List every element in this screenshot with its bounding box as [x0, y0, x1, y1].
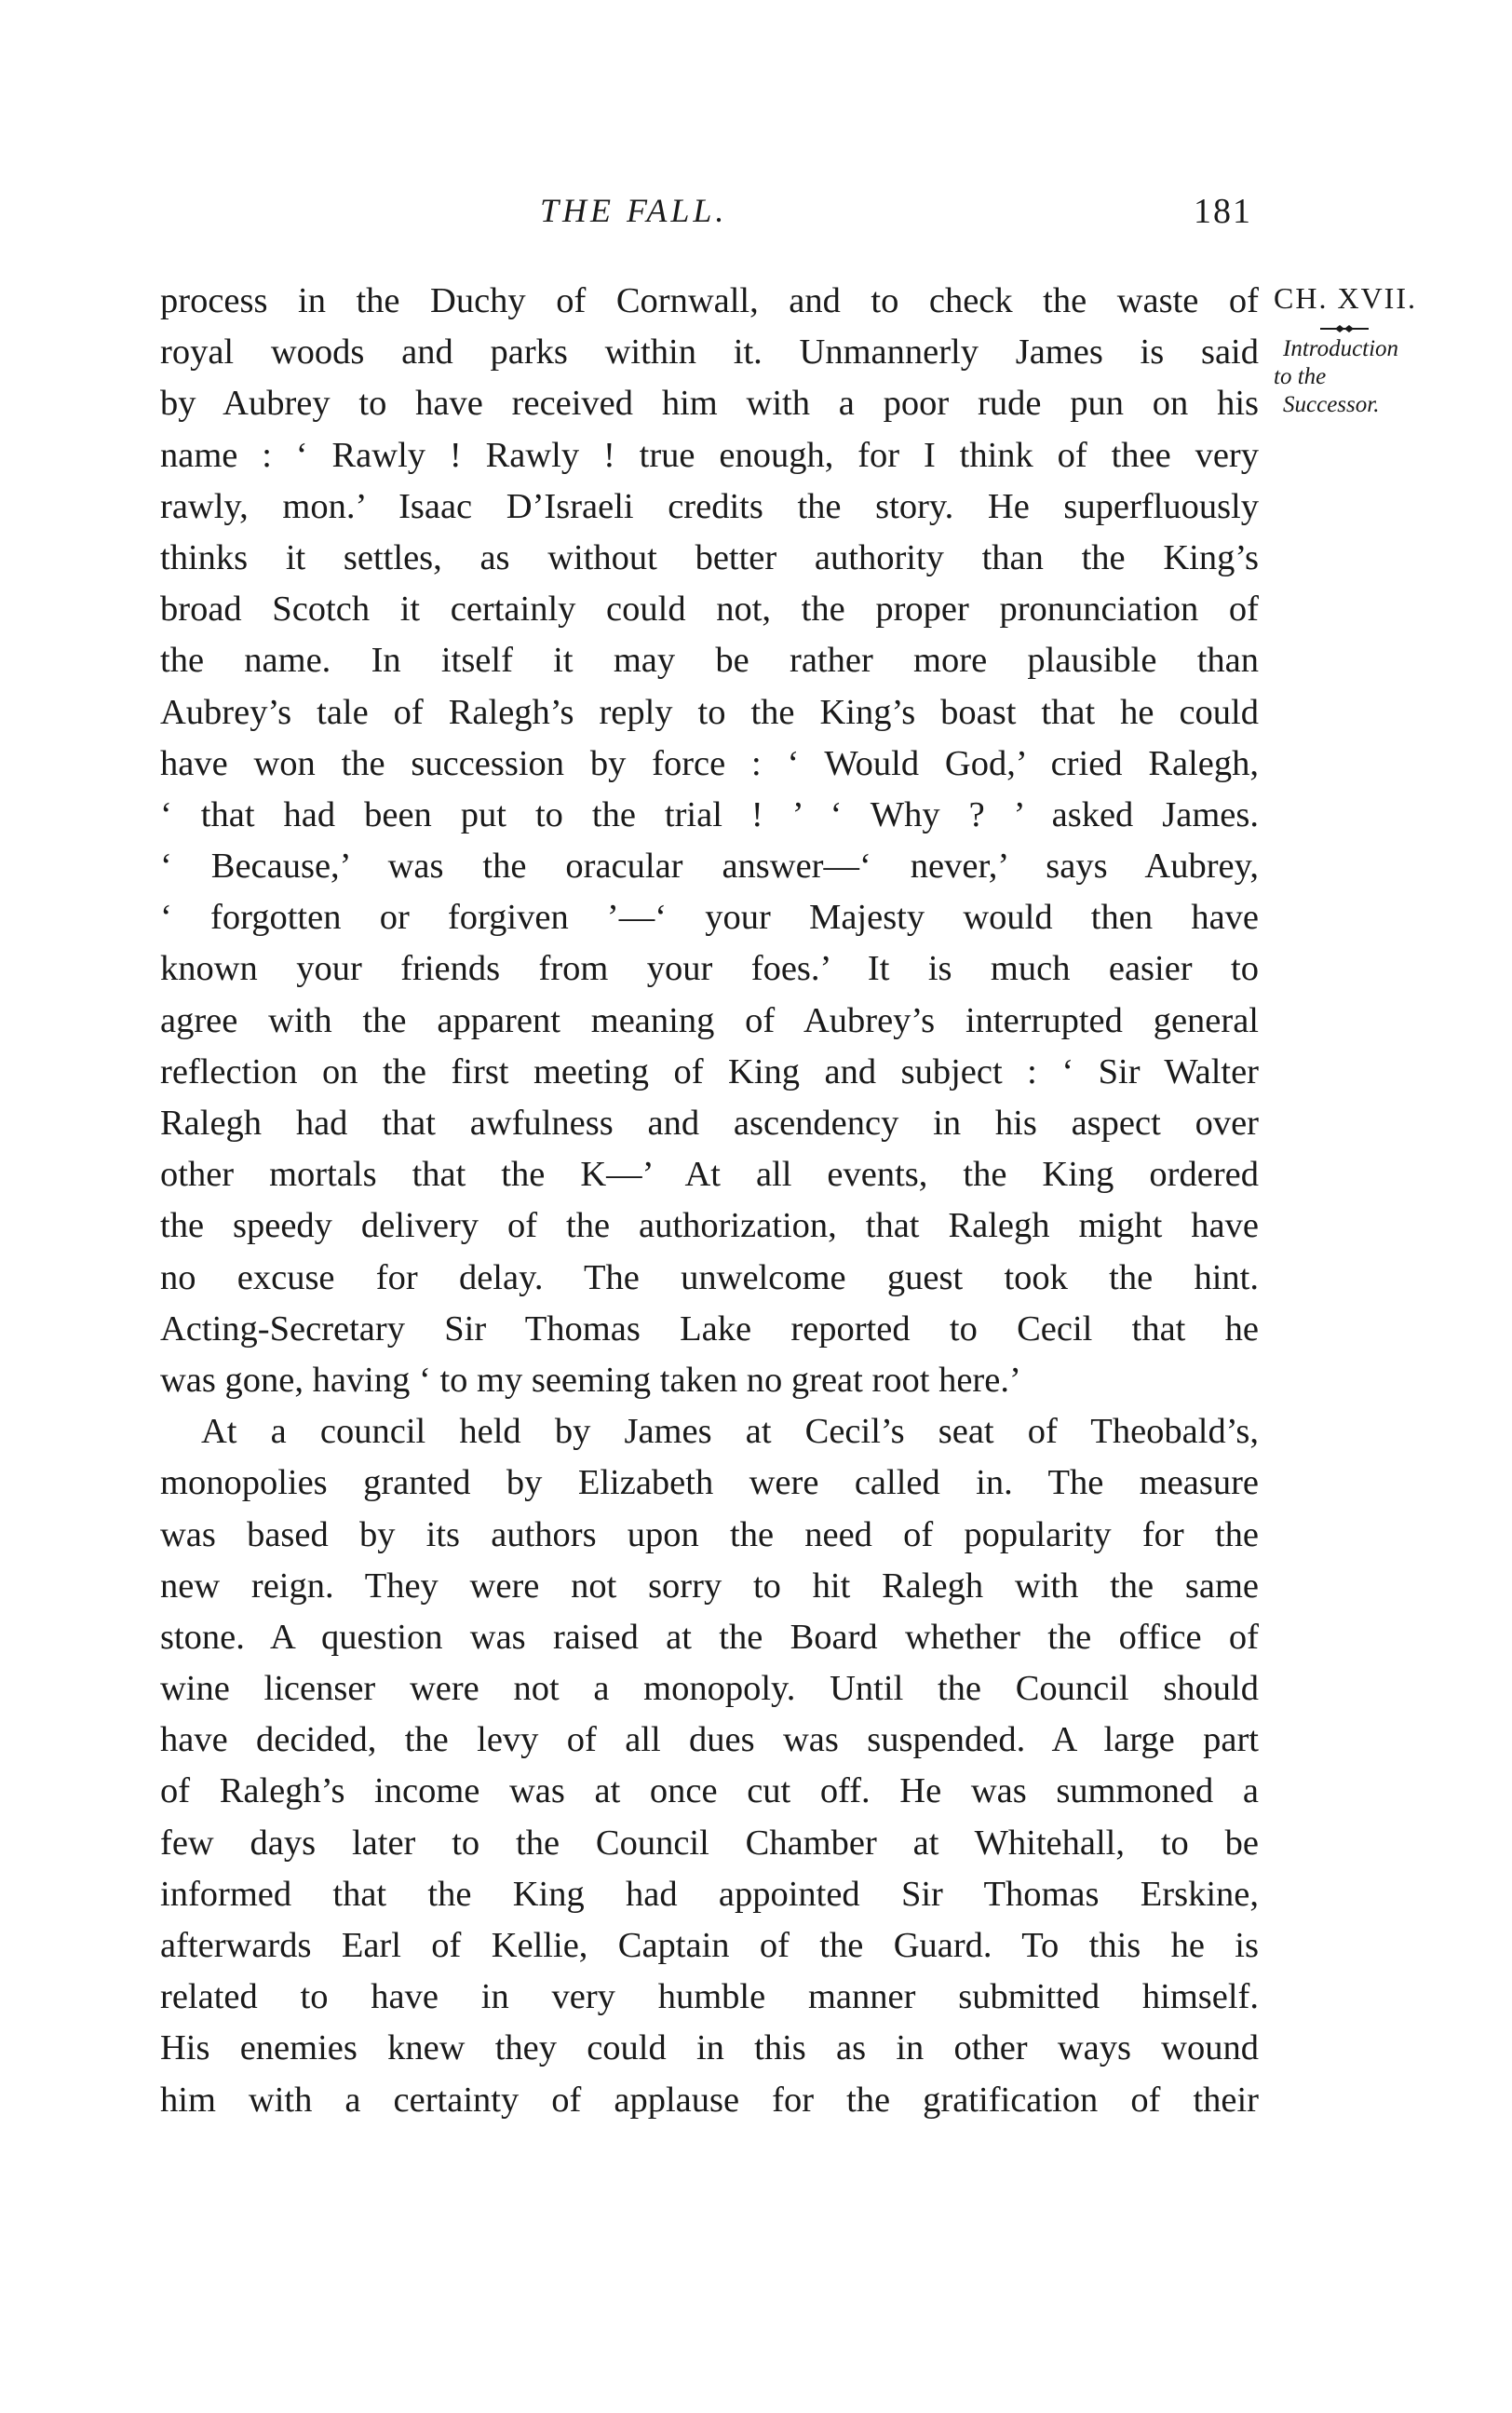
text-line: ‘ Because,’ was the oracular answer—‘ never,’ says Aubrey,: [160, 847, 1259, 887]
text-line: of Ralegh’s income was at once cut off. He was summoned a: [160, 1771, 1259, 1811]
text-line: Aubrey’s tale of Ralegh’s reply to the King’s boast that he could: [160, 692, 1259, 732]
text-line: Ralegh had that awfulness and ascendency in his aspect over: [160, 1104, 1259, 1143]
page-number: 181: [1194, 192, 1252, 231]
text-line: him with a certainty of applause for the gratification of their: [160, 2080, 1259, 2120]
text-line: reflection on the first meeting of King and subject : ‘ Sir Walter: [160, 1051, 1259, 1091]
text-line: process in the Duchy of Cornwall, and to check the waste of: [160, 281, 1259, 320]
text-line: by Aubrey to have received him with a poor rude pun on his: [160, 384, 1259, 424]
text-line: monopolies granted by Elizabeth were called in. The measure: [160, 1463, 1259, 1503]
text-line: few days later to the Council Chamber at Whitehall, to be: [160, 1823, 1259, 1863]
text-line: ‘ that had been put to the trial ! ’ ‘ Why ? ’ asked James.: [160, 794, 1259, 834]
text-line: have won the succession by force : ‘ Would God,’ cried Ralegh,: [160, 743, 1259, 783]
topic-line: Successor.: [1283, 392, 1380, 417]
running-title: THE FALL.: [540, 192, 728, 229]
text-line: rawly, mon.’ Isaac D’Israeli credits the story. He superfluously: [160, 486, 1259, 526]
text-line: the name. In itself it may be rather more plausible than: [160, 641, 1259, 681]
body-text: [160, 276, 1259, 2126]
text-line: other mortals that the K—’ At all events, the King ordered: [160, 1155, 1259, 1195]
text-line: Acting-Secretary Sir Thomas Lake reported to Cecil that he: [160, 1308, 1259, 1349]
text-line: His enemies knew they could in this as in other ways wound: [160, 2028, 1259, 2068]
text-line: known your friends from your foes.’ It is much easier to: [160, 949, 1259, 989]
text-line: At a council held by James at Cecil’s seat of Theobald’s,: [201, 1412, 1259, 1452]
text-line: wine licenser were not a monopoly. Until the Council should: [160, 1669, 1259, 1709]
ornament-rule-icon: [1318, 322, 1370, 335]
text-line: thinks it settles, as without better authority than the King’s: [160, 537, 1259, 577]
chapter-label: CH. XVII.: [1274, 281, 1417, 315]
text-line: informed that the King had appointed Sir Thomas Erskine,: [160, 1874, 1259, 1914]
text-line: was based by its authors upon the need of popularity for the: [160, 1514, 1259, 1554]
text-line: name : ‘ Rawly ! Rawly ! true enough, for I think of thee very: [160, 435, 1259, 475]
text-line: broad Scotch it certainly could not, the proper pronunciation of: [160, 590, 1259, 630]
topic-line: Introduction: [1283, 336, 1399, 361]
text-line: ‘ forgotten or forgiven ’—‘ your Majesty would then have: [160, 898, 1259, 938]
text-line: stone. A question was raised at the Board whether the office of: [160, 1617, 1259, 1657]
text-line: related to have in very humble manner submitted himself.: [160, 1977, 1259, 2017]
text-line: new reign. They were not sorry to hit Ralegh with the same: [160, 1566, 1259, 1606]
text-line: agree with the apparent meaning of Aubrey’s interrupted general: [160, 1000, 1259, 1040]
text-line: no excuse for delay. The unwelcome guest took the hint.: [160, 1257, 1259, 1297]
text-line: the speedy delivery of the authorization, that Ralegh might have: [160, 1206, 1259, 1246]
text-line: was gone, having ‘ to my seeming taken no great root here.’: [160, 1360, 1021, 1400]
margin-note: [1274, 279, 1506, 419]
text-line: afterwards Earl of Kellie, Captain of the Guard. To this he is: [160, 1926, 1259, 1965]
text-line: royal woods and parks within it. Unmannerly James is said: [160, 332, 1259, 373]
topic-line: to the: [1274, 364, 1327, 389]
text-line: have decided, the levy of all dues was suspended. A large part: [160, 1720, 1259, 1760]
